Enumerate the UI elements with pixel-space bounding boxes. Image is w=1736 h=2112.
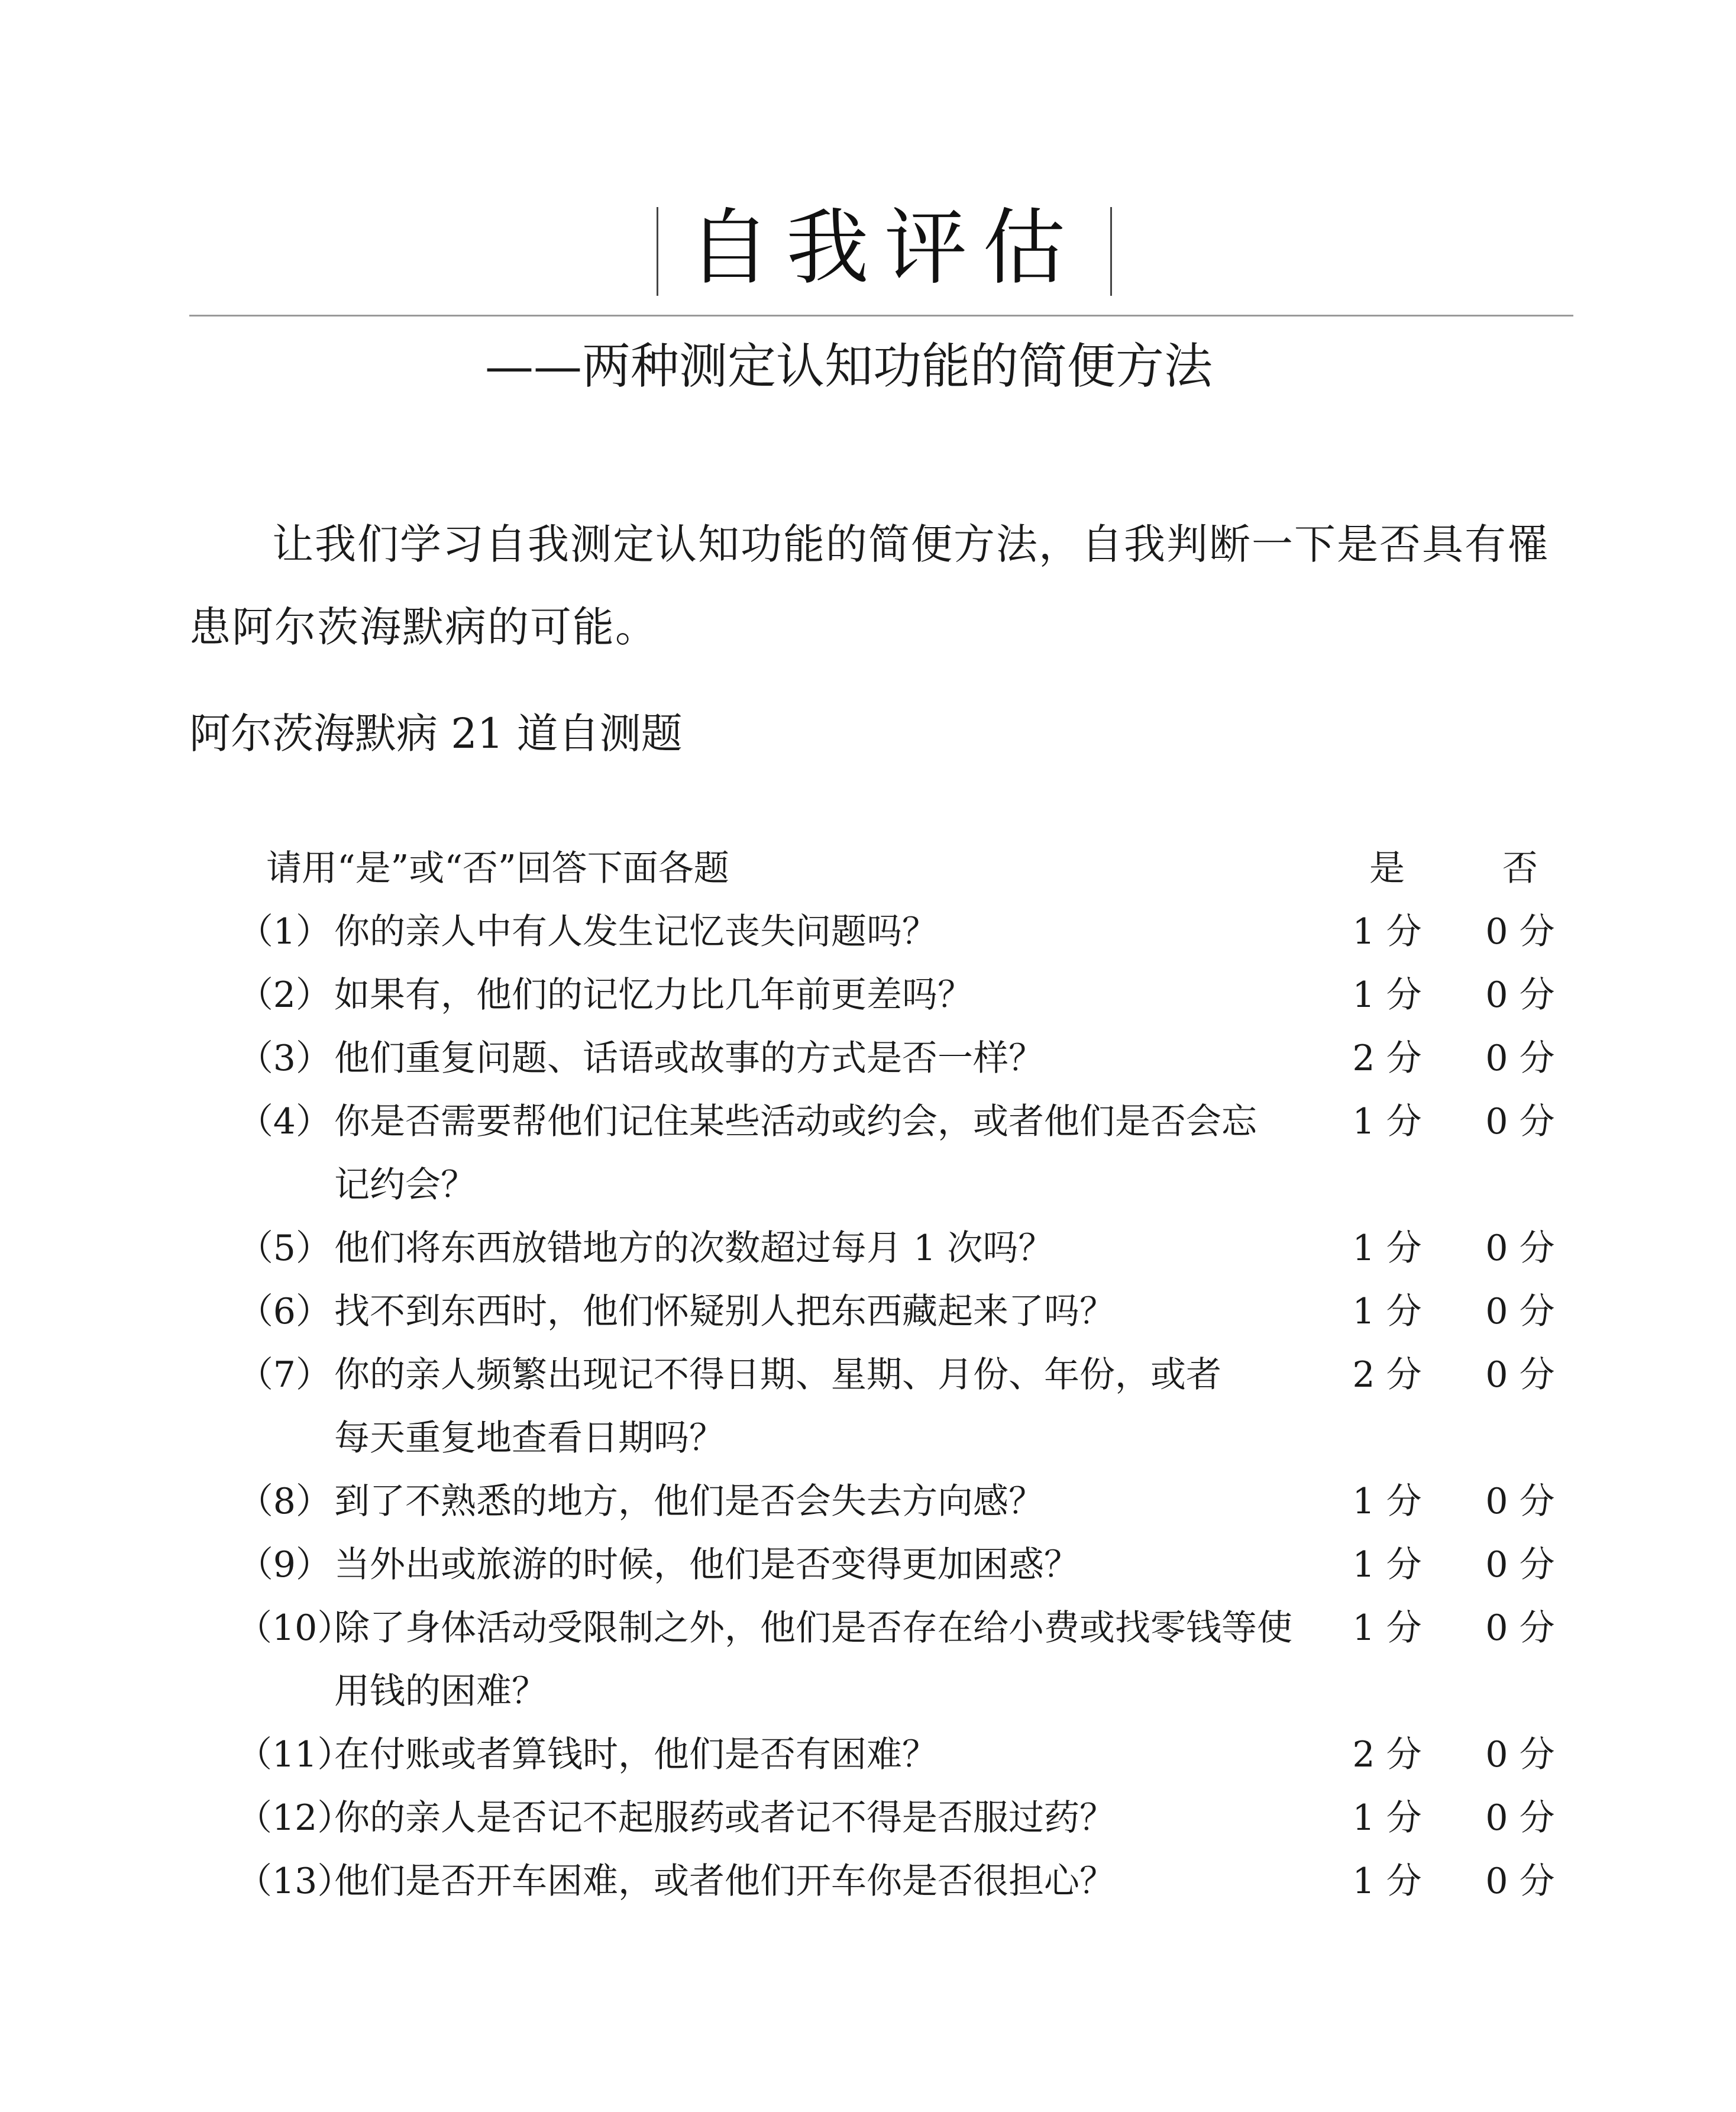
table-row bbox=[0, 1027, 1736, 1090]
title-bar-right bbox=[1110, 207, 1112, 296]
yes-score: 1 分 bbox=[1352, 1607, 1422, 1649]
table-row bbox=[0, 1787, 1736, 1850]
yes-score: 1 分 bbox=[1352, 1861, 1422, 1902]
question-text: 他们将东西放错地方的次数超过每月 1 次吗？ bbox=[334, 1228, 1054, 1269]
yes-score: 1 分 bbox=[1352, 974, 1422, 1016]
table-row bbox=[0, 1470, 1736, 1533]
no-score: 0 分 bbox=[1485, 911, 1555, 952]
yes-score: 1 分 bbox=[1352, 1101, 1422, 1142]
question-text: 到了不熟悉的地方，他们是否会失去方向感？ bbox=[334, 1481, 1044, 1522]
question-number: （10） bbox=[237, 1607, 353, 1649]
no-score: 0 分 bbox=[1485, 1228, 1555, 1269]
yes-score: 2 分 bbox=[1352, 1038, 1422, 1079]
table-row bbox=[0, 964, 1736, 1027]
table-row bbox=[0, 1344, 1736, 1470]
no-score: 0 分 bbox=[1485, 1544, 1555, 1585]
question-number: （11） bbox=[237, 1734, 353, 1775]
no-score: 0 分 bbox=[1485, 1481, 1555, 1522]
question-text: 他们重复问题、话语或故事的方式是否一样？ bbox=[334, 1038, 1044, 1079]
question-table bbox=[0, 837, 1736, 1913]
question-number: （8） bbox=[237, 1481, 331, 1522]
title-bar-left bbox=[657, 207, 658, 296]
question-text: 如果有，他们的记忆力比几年前更差吗？ bbox=[334, 974, 973, 1016]
question-text: 你的亲人是否记不起服药或者记不得是否服过药？ bbox=[334, 1797, 1115, 1839]
page-title: 自我评估 bbox=[687, 200, 1081, 296]
table-row bbox=[0, 900, 1736, 964]
no-score: 0 分 bbox=[1485, 1797, 1555, 1839]
no-score: 0 分 bbox=[1485, 1038, 1555, 1079]
question-text: 你的亲人频繁出现记不得日期、星期、月份、年份，或者每天重复地查看日期吗？ bbox=[334, 1354, 1221, 1459]
question-text: 在付账或者算钱时，他们是否有困难？ bbox=[334, 1734, 937, 1775]
table-header-row bbox=[0, 837, 1736, 900]
intro-paragraph: 让我们学习自我测定认知功能的简便方法，自我判断一下是否具有罹患阿尔茨海默病的可能。 bbox=[189, 520, 1550, 651]
question-text: 你是否需要帮他们记住某些活动或约会，或者他们是否会忘记约会？ bbox=[334, 1101, 1257, 1206]
no-score: 0 分 bbox=[1485, 1861, 1555, 1902]
no-score: 0 分 bbox=[1485, 1101, 1555, 1142]
yes-score: 2 分 bbox=[1352, 1354, 1422, 1396]
table-row bbox=[0, 1533, 1736, 1597]
page-subtitle: ——两种测定认知功能的简便方法 bbox=[485, 338, 1213, 395]
question-number: （3） bbox=[237, 1038, 331, 1079]
title-block bbox=[657, 201, 1112, 296]
question-number: （1） bbox=[237, 911, 331, 952]
no-score: 0 分 bbox=[1485, 1734, 1555, 1775]
question-number: （6） bbox=[237, 1291, 331, 1332]
question-text: 他们是否开车困难，或者他们开车你是否很担心？ bbox=[334, 1861, 1115, 1902]
question-number: （13） bbox=[237, 1861, 353, 1902]
table-instruction: 请用“是”或“否”回答下面各题 bbox=[266, 848, 729, 889]
table-row bbox=[0, 1597, 1736, 1723]
question-number: （9） bbox=[237, 1544, 331, 1585]
yes-header: 是 bbox=[1369, 848, 1405, 889]
table-row bbox=[0, 1280, 1736, 1344]
section-title: 阿尔茨海默病 21 道自测题 bbox=[189, 709, 683, 758]
question-text: 你的亲人中有人发生记忆丧失问题吗？ bbox=[334, 911, 937, 952]
question-text: 除了身体活动受限制之外，他们是否存在给小费或找零钱等使用钱的困难？ bbox=[334, 1607, 1292, 1712]
no-score: 0 分 bbox=[1485, 1354, 1555, 1396]
question-number: （4） bbox=[237, 1101, 331, 1142]
no-score: 0 分 bbox=[1485, 1607, 1555, 1649]
no-score: 0 分 bbox=[1485, 1291, 1555, 1332]
no-score: 0 分 bbox=[1485, 974, 1555, 1016]
title-rule bbox=[189, 315, 1573, 317]
table-row bbox=[0, 1850, 1736, 1913]
question-number: （12） bbox=[237, 1797, 353, 1839]
table-row bbox=[0, 1217, 1736, 1280]
yes-score: 1 分 bbox=[1352, 1797, 1422, 1839]
yes-score: 1 分 bbox=[1352, 1544, 1422, 1585]
question-number: （5） bbox=[237, 1228, 331, 1269]
question-number: （2） bbox=[237, 974, 331, 1016]
yes-score: 1 分 bbox=[1352, 1291, 1422, 1332]
yes-score: 1 分 bbox=[1352, 1481, 1422, 1522]
question-number: （7） bbox=[237, 1354, 331, 1396]
yes-score: 1 分 bbox=[1352, 911, 1422, 952]
no-header: 否 bbox=[1502, 848, 1538, 889]
yes-score: 2 分 bbox=[1352, 1734, 1422, 1775]
question-text: 找不到东西时，他们怀疑别人把东西藏起来了吗？ bbox=[334, 1291, 1115, 1332]
table-row bbox=[0, 1723, 1736, 1787]
table-row bbox=[0, 1090, 1736, 1217]
question-text: 当外出或旅游的时候，他们是否变得更加困惑？ bbox=[334, 1544, 1079, 1585]
yes-score: 1 分 bbox=[1352, 1228, 1422, 1269]
